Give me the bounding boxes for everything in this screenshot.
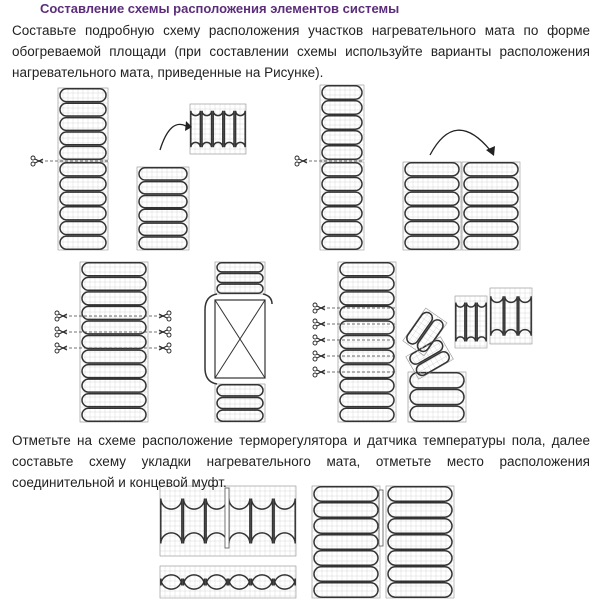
mesh-grid (490, 288, 532, 344)
mesh-grid (455, 296, 487, 348)
section-heading: Составление схемы расположения элементов системы (40, 1, 400, 16)
mesh-border (490, 288, 532, 344)
heating-wire (388, 487, 452, 597)
heating-wire (139, 168, 187, 249)
fan-segment (403, 308, 447, 356)
mesh-border (320, 85, 364, 160)
diagram-cut-rotate-1 (31, 88, 246, 250)
curved-arrow-icon (160, 124, 186, 150)
diagram-bottom-left (160, 486, 296, 598)
mesh-grid (320, 85, 364, 160)
sensor-tube (379, 490, 383, 546)
heating-wire (322, 86, 362, 159)
mesh-grid (80, 262, 148, 422)
heating-wire (314, 487, 378, 597)
diagram-obstacle-bypass (205, 262, 272, 422)
diagram-multiple-cuts (55, 262, 171, 422)
diagram-bottom-right (312, 486, 454, 598)
mesh-grid (215, 384, 265, 422)
instruction-paragraph-2: Отметьте на схеме расположение терморегулятора и датчика температуры пола, далее составьте схему укладки нагревательного мата, отметьте место расположения соединительной и концевой муфт. (12, 433, 590, 490)
mesh-grid (190, 104, 246, 154)
mesh-grid (338, 262, 396, 422)
sensor-tube (225, 488, 229, 548)
diagram-cut-rotate-2 (295, 85, 520, 250)
diagram-fan-turn (313, 262, 532, 422)
instruction-paragraph-1: Составьте подробную схему расположения участков нагревательного мата по форме обогреваемой площади (при составлении схемы используйте варианты расположения нагревательного мата, приведенные на Рисунке). (12, 23, 590, 80)
heating-wire (322, 163, 362, 249)
mesh-grid (160, 566, 296, 598)
curved-arrow-icon (430, 130, 490, 155)
mesh-grid (58, 88, 108, 160)
mesh-grid (215, 262, 265, 294)
mesh-grid (408, 372, 466, 422)
heating-wire (456, 303, 486, 342)
